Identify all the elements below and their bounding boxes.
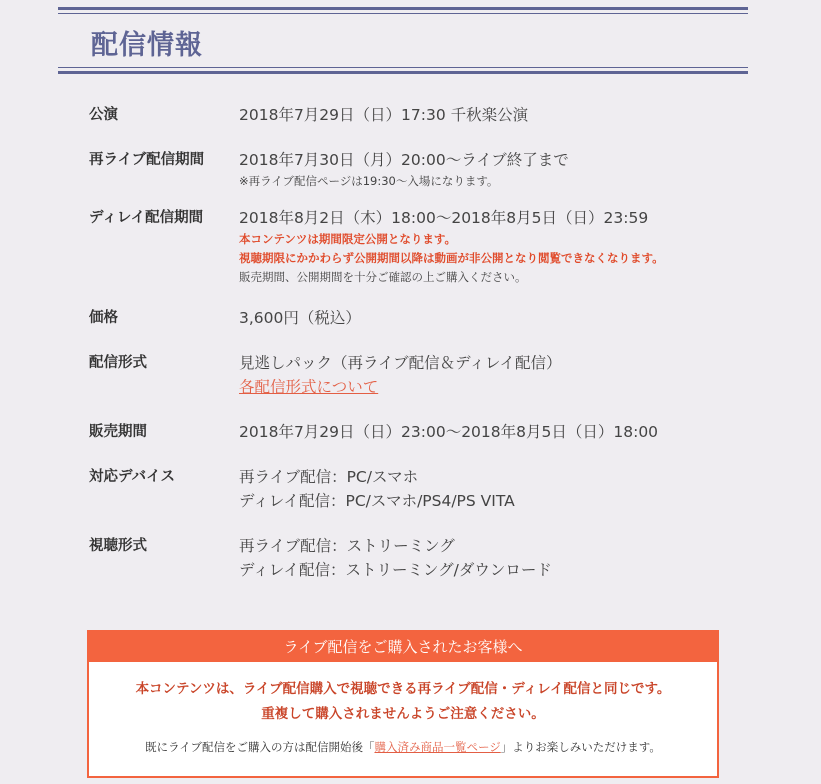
row-relive-period (89, 148, 769, 191)
viewing-relive: 再ライブ配信：ストリーミング (239, 537, 455, 555)
row-label: 公演 (89, 107, 118, 123)
section-header (58, 7, 748, 74)
row-value (239, 103, 769, 127)
devices-delay: ディレイ配信：PC/スマホ/PS4/PS VITA (239, 492, 515, 510)
devices-relive: 再ライブ配信：PC/スマホ (239, 468, 419, 486)
relive-period-value: 2018年7月30日（月）20:00～ライブ終了まで (239, 151, 569, 169)
row-label: ディレイ配信期間 (89, 210, 204, 226)
row-price (89, 306, 769, 330)
notice-header: ライブ配信をご購入されたお客様へ (89, 632, 717, 662)
section-title: 配信情報 (91, 30, 203, 61)
delay-warning-1: 本コンテンツは期間限定公開となります。 (239, 232, 457, 246)
relive-note: ※再ライブ配信ページは19:30～入場になります。 (239, 174, 499, 188)
purchased-items-link[interactable]: 購入済み商品一覧ページ (374, 740, 501, 754)
row-value (239, 465, 769, 513)
purchase-notice-box (87, 630, 719, 778)
format-value: 見逃しパック（再ライブ配信＆ディレイ配信） (239, 354, 562, 372)
row-label: 販売期間 (89, 424, 147, 440)
row-sales-period (89, 420, 769, 444)
format-info-link[interactable]: 各配信形式について (239, 378, 379, 396)
notice-foot-suffix: 」よりお楽しみいただけます。 (500, 740, 661, 754)
row-value (239, 148, 769, 191)
row-label: 配信形式 (89, 355, 147, 371)
row-value (239, 351, 769, 399)
delay-warning-2: 視聴期限にかかわらず公開期間以降は動画が非公開となり閲覧できなくなります。 (239, 251, 664, 265)
row-viewing-format (89, 534, 769, 582)
price-value: 3,600円（税込） (239, 309, 361, 327)
row-label: 再ライブ配信期間 (89, 152, 205, 168)
performance-value: 2018年7月29日（日）17:30 千秋楽公演 (239, 106, 529, 124)
row-performance (89, 103, 769, 127)
row-label: 価格 (89, 310, 118, 326)
row-delay-period (89, 206, 769, 287)
row-label: 視聴形式 (89, 538, 147, 554)
row-format (89, 351, 769, 399)
row-value (239, 206, 769, 287)
row-value (239, 534, 769, 582)
delay-period-value: 2018年8月2日（木）18:00～2018年8月5日（日）23:59 (239, 209, 649, 227)
notice-main-line-1: 本コンテンツは、ライブ配信購入で視聴できる再ライブ配信・ディレイ配信と同じです。 (135, 681, 671, 697)
row-label: 対応デバイス (89, 469, 175, 485)
row-value (239, 306, 769, 330)
delay-note: 販売期間、公開期間を十分ご確認の上ご購入ください。 (239, 270, 527, 284)
sales-period-value: 2018年7月29日（日）23:00～2018年8月5日（日）18:00 (239, 423, 659, 441)
info-table (89, 103, 769, 582)
notice-foot-prefix: 既にライブ配信をご購入の方は配信開始後「 (145, 740, 375, 754)
notice-main (89, 677, 717, 727)
viewing-delay: ディレイ配信：ストリーミング/ダウンロード (239, 561, 552, 579)
notice-foot (89, 739, 717, 755)
notice-main-line-2: 重複して購入されませんようご注意ください。 (261, 706, 545, 722)
row-value (239, 420, 769, 444)
row-devices (89, 465, 769, 513)
